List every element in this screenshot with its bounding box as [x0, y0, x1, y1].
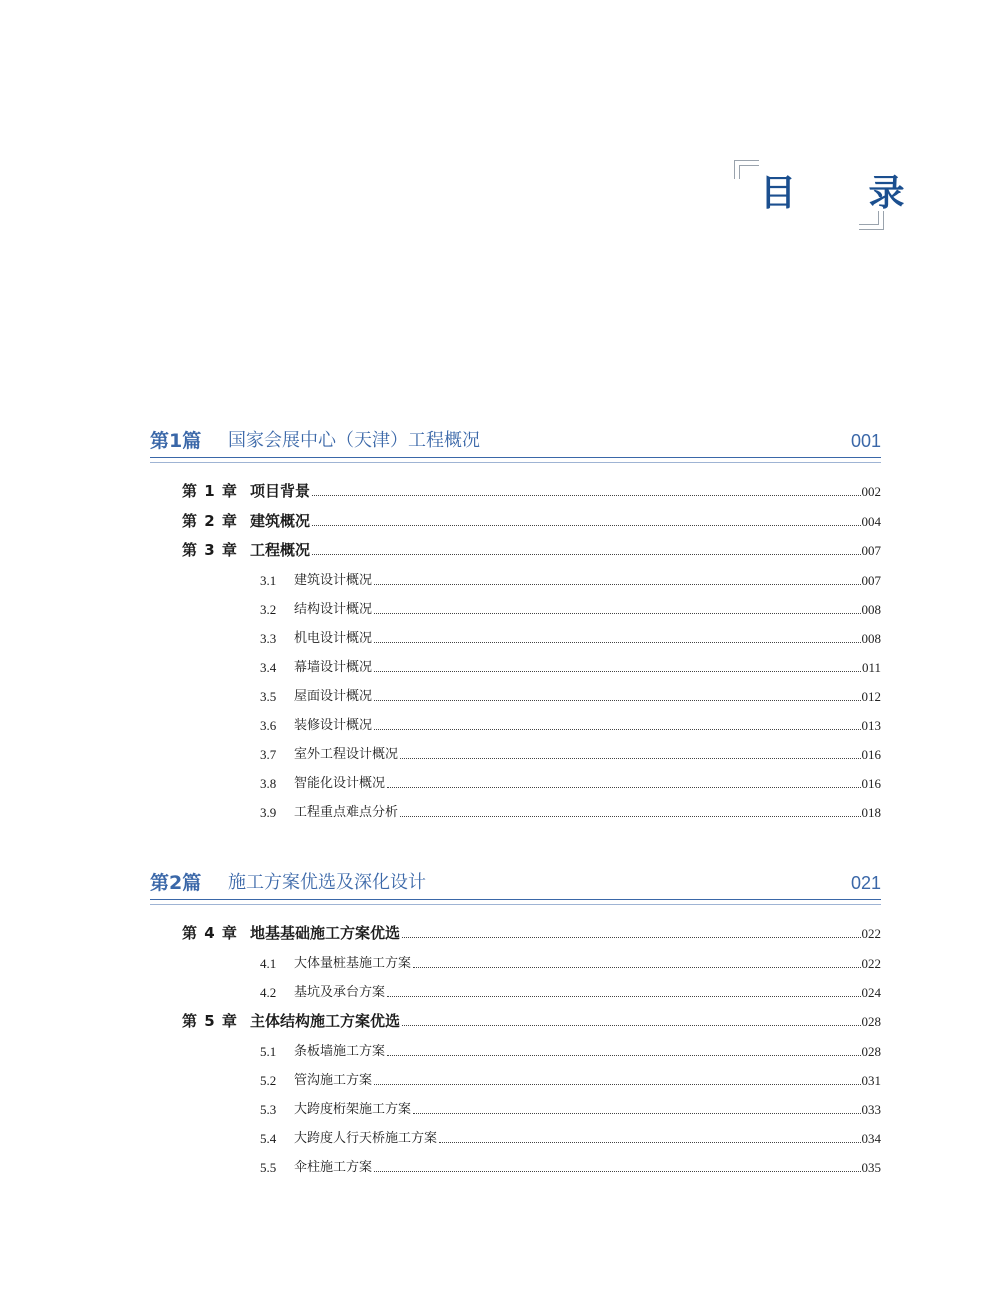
- entry-number: 第 2 章: [182, 511, 238, 530]
- part-header: [150, 870, 881, 900]
- entry-title: 地基基础施工方案优选: [250, 924, 401, 942]
- dot-leader: [312, 524, 860, 526]
- entry-number: 第 4 章: [182, 924, 238, 942]
- dot-leader: [387, 995, 860, 997]
- entry-page-number: 004: [861, 513, 881, 529]
- toc-section-entry[interactable]: [150, 980, 881, 1002]
- dot-leader: [374, 670, 861, 672]
- entry-page-number: 016: [861, 747, 881, 763]
- entry-number: 3.5: [260, 688, 277, 704]
- dot-leader: [387, 786, 860, 788]
- entry-page-number: 022: [861, 926, 881, 941]
- entry-title: 条板墙施工方案: [294, 1043, 386, 1059]
- entry-title: 工程重点难点分析: [294, 805, 399, 821]
- page-title: 目 录: [760, 173, 935, 214]
- entry-page-number: 008: [861, 601, 881, 617]
- entry-title: 工程概况: [250, 541, 311, 559]
- entry-page-number: 011: [861, 659, 881, 675]
- entry-page-number: 024: [861, 984, 881, 1000]
- dot-leader: [402, 936, 860, 938]
- entry-number: 3.4: [260, 659, 277, 675]
- toc-section-entry[interactable]: [150, 1097, 881, 1119]
- entry-title: 智能化设计概况: [294, 776, 386, 792]
- dot-leader: [374, 699, 860, 701]
- dot-leader: [374, 728, 860, 730]
- entry-number: 5.4: [260, 1130, 277, 1146]
- entry-number: 5.2: [260, 1072, 277, 1088]
- entry-title: 幕墙设计概况: [294, 659, 373, 675]
- toc-part: [150, 428, 881, 821]
- dot-leader: [400, 815, 860, 817]
- part-number: 第2篇: [150, 872, 202, 894]
- toc-section-entry[interactable]: [150, 771, 881, 793]
- part-title: 国家会展中心（天津）工程概况: [228, 430, 480, 451]
- toc-section-entry[interactable]: [150, 684, 881, 706]
- corner-bracket-top-left-inner: [739, 165, 759, 179]
- entry-page-number: 007: [861, 572, 881, 588]
- dot-leader: [413, 966, 860, 968]
- part-page-number: 021: [850, 873, 881, 893]
- entry-title: 主体结构施工方案优选: [250, 1012, 401, 1031]
- entry-number: 第 1 章: [182, 482, 238, 500]
- entry-page-number: 034: [861, 1130, 881, 1146]
- entry-number: 3.8: [260, 776, 277, 792]
- entry-title: 大跨度桁架施工方案: [294, 1101, 412, 1117]
- toc-title-block: [732, 160, 935, 230]
- entry-title: 伞柱施工方案: [294, 1160, 373, 1175]
- entry-title: 建筑概况: [250, 511, 311, 530]
- toc-section-entry[interactable]: [150, 1126, 881, 1148]
- entry-title: 屋面设计概况: [294, 688, 373, 704]
- entry-title: 大跨度人行天桥施工方案: [294, 1130, 438, 1146]
- toc-section-entry[interactable]: [150, 951, 881, 973]
- entry-title: 管沟施工方案: [294, 1072, 373, 1088]
- dot-leader: [400, 757, 860, 759]
- entry-number: 3.2: [260, 601, 277, 617]
- entry-title: 项目背景: [250, 482, 311, 500]
- corner-bracket-bottom-right-inner: [859, 211, 879, 225]
- entry-number: 5.1: [260, 1043, 277, 1059]
- entry-title: 基坑及承台方案: [294, 984, 386, 1000]
- entry-number: 3.7: [260, 747, 277, 763]
- entry-title: 结构设计概况: [294, 601, 373, 617]
- dot-leader: [312, 494, 860, 496]
- toc-section-entry[interactable]: [150, 568, 881, 590]
- toc-chapter-entry[interactable]: [150, 538, 881, 560]
- entry-number: 5.3: [260, 1101, 277, 1117]
- dot-leader: [374, 1083, 860, 1085]
- toc-chapter-entry[interactable]: [150, 1009, 881, 1031]
- part-page-number: 001: [850, 431, 881, 451]
- entry-page-number: 035: [861, 1160, 881, 1175]
- entry-page-number: 022: [861, 955, 881, 971]
- entry-title: 建筑设计概况: [294, 572, 373, 588]
- dot-leader: [439, 1141, 860, 1143]
- entry-title: 室外工程设计概况: [294, 747, 399, 763]
- part-title: 施工方案优选及深化设计: [228, 872, 426, 893]
- entry-page-number: 018: [861, 805, 881, 821]
- entry-title: 机电设计概况: [294, 630, 373, 646]
- entry-number: 3.1: [260, 572, 277, 588]
- entry-number: 4.2: [260, 984, 277, 1000]
- toc-section-entry[interactable]: [150, 655, 881, 677]
- entry-page-number: 002: [861, 484, 881, 499]
- entry-number: 5.5: [260, 1160, 277, 1175]
- dot-leader: [374, 583, 860, 585]
- entry-page-number: 031: [861, 1072, 881, 1088]
- toc-part: [150, 870, 881, 1175]
- entry-page-number: 013: [861, 718, 881, 733]
- toc-chapter-entry[interactable]: [150, 479, 881, 501]
- toc-chapter-entry[interactable]: [150, 509, 881, 531]
- part-divider: [150, 457, 881, 463]
- dot-leader: [387, 1054, 860, 1056]
- entry-title: 装修设计概况: [294, 718, 373, 733]
- dot-leader: [413, 1112, 860, 1114]
- dot-leader: [374, 612, 860, 614]
- dot-leader: [312, 553, 860, 555]
- toc-section-entry[interactable]: [150, 1155, 881, 1177]
- entry-page-number: 028: [861, 1014, 881, 1030]
- entry-number: 3.6: [260, 718, 277, 733]
- toc-chapter-entry[interactable]: [150, 921, 881, 943]
- part-header: [150, 428, 881, 458]
- entry-number: 3.9: [260, 805, 277, 821]
- entry-page-number: 028: [861, 1043, 881, 1059]
- entry-page-number: 012: [861, 688, 881, 704]
- entry-number: 第 5 章: [182, 1012, 238, 1031]
- toc-section-entry[interactable]: [150, 1039, 881, 1061]
- entry-page-number: 033: [861, 1101, 881, 1117]
- part-number: 第1篇: [150, 430, 202, 452]
- entry-number: 第 3 章: [182, 541, 238, 559]
- toc-section-entry[interactable]: [150, 800, 881, 822]
- part-divider: [150, 899, 881, 905]
- toc-section-entry[interactable]: [150, 597, 881, 619]
- entry-title: 大体量桩基施工方案: [294, 955, 412, 971]
- entry-page-number: 016: [861, 776, 881, 792]
- entry-number: 4.1: [260, 955, 277, 971]
- toc-section-entry[interactable]: [150, 742, 881, 764]
- dot-leader: [402, 1024, 860, 1026]
- entry-number: 3.3: [260, 630, 277, 646]
- toc-section-entry[interactable]: [150, 1068, 881, 1090]
- entry-page-number: 008: [861, 630, 881, 646]
- dot-leader: [374, 1170, 860, 1172]
- entry-page-number: 007: [861, 543, 881, 558]
- toc-section-entry[interactable]: [150, 626, 881, 648]
- dot-leader: [374, 641, 860, 643]
- toc-section-entry[interactable]: [150, 713, 881, 735]
